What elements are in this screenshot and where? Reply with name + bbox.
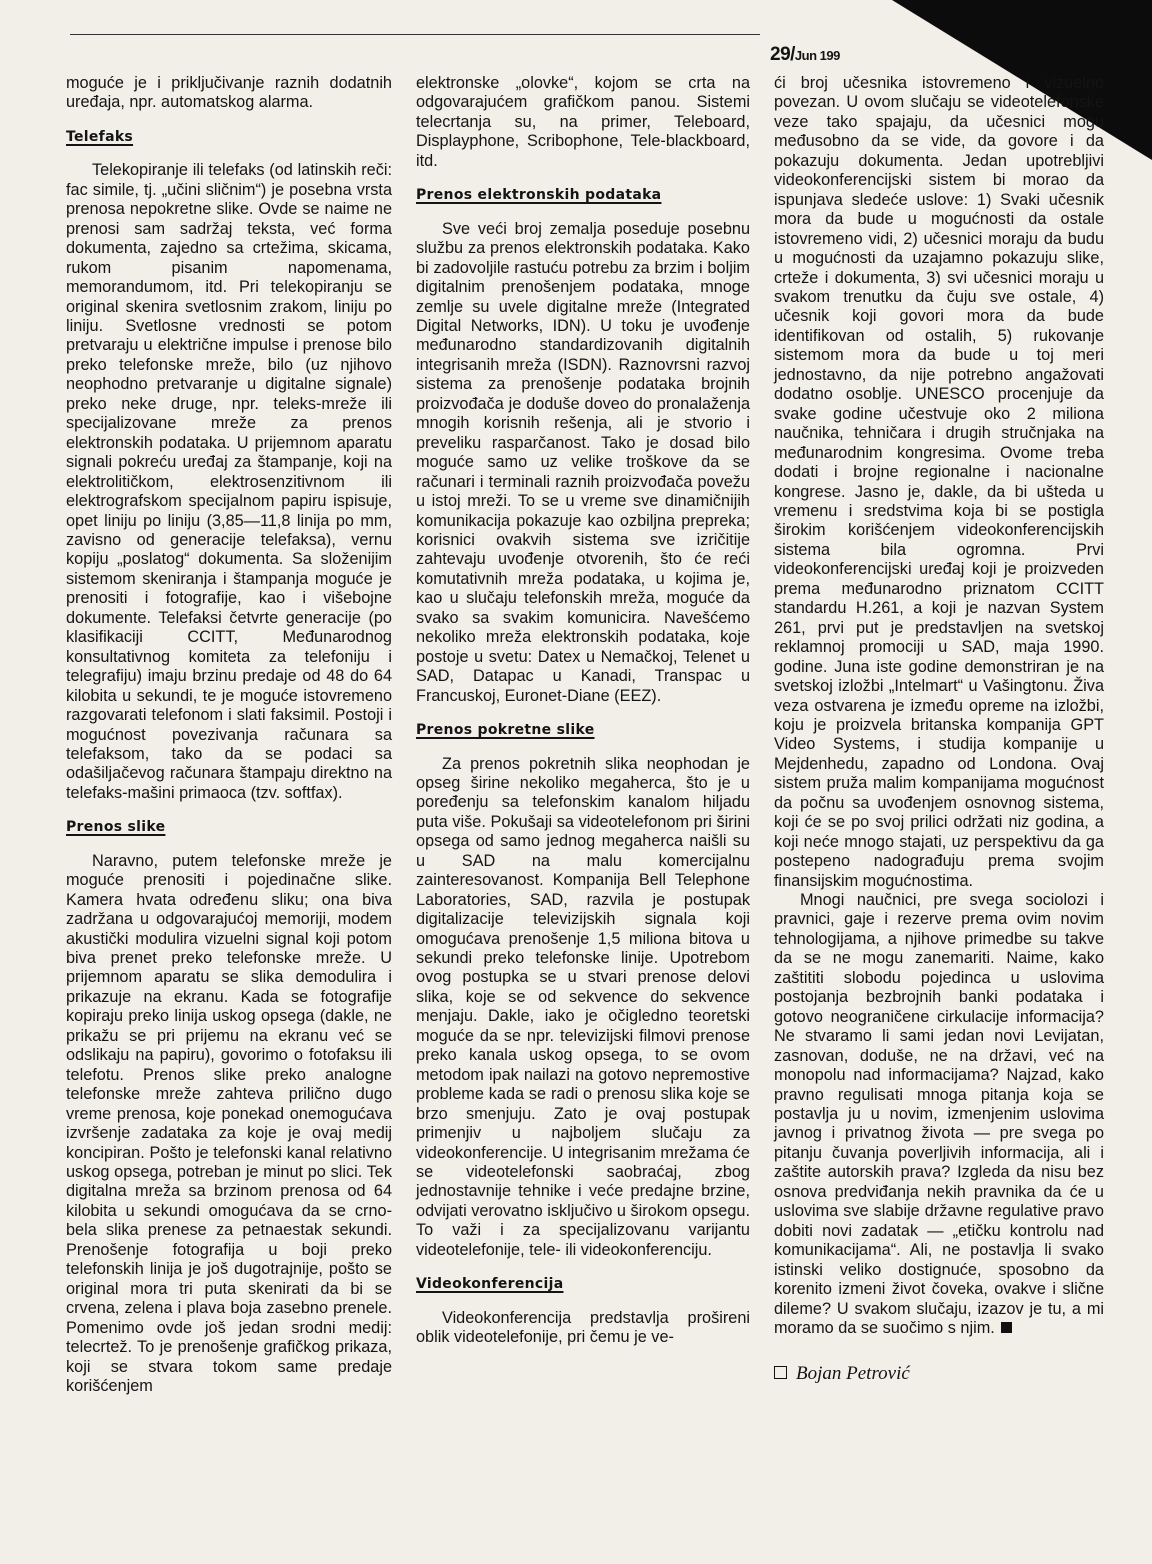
paragraph-prenos-podataka: Sve veći broj zemalja poseduje posebnu službu za prenos elektronskih podataka. Kako bi zadovoljile rastuću potrebu za brzim i boljim digitalnim prenošenjem podataka, mnoge zemlje su uvele digitalne mreže (Integrated Digital Networks, IDN). U toku je uvođenje međunarodno standardizovanih digitalnih integrisanih mreža (ISDN). Raznovrsni razvoj sistema za prenošenje podataka brojnih proizvođača je doduše doveo do pronalaženja mnogih korisnih rešenja, ali je stvorio i preveliku rasparčanost. Tako je dosad bilo moguće samo uz velike troškove da se računari i terminali raznih proizvođača povežu u istoj mreži. To se u vreme sve dinamičnijih komunikacija pokazuje kao ozbiljna prepreka; korisnici ovakvih sistema sve izričitije zahtevaju uvođenje otvorenih, što će reći komutativnih mreža podataka, u kojima je, kao u slučaju telefonskih mreža, moguće da svako sa svakim komunicira. Navešćemo nekoliko mreža elektronskih podataka, koje postoje u svetu: Datex u Nemačkoj, Telenet u SAD, Datapac u Kanadi, Transpac u Francuskoj, Euronet-Diane (EEZ). xyxy=(416,219,750,705)
folio-year: 199 xyxy=(816,48,840,63)
heading-prenos-slike: Prenos slike xyxy=(66,819,166,836)
paragraph-prenos-slike: Naravno, putem telefonske mreže je moguće prenositi i pojedinačne slike. Kamera hvata određenu sliku; ona biva zadržana u odgovarajućoj memoriji, modem akustički modulira vizuelni signal koji potom biva prenet preko telefonske mreže. U prijemnom aparatu se slika demodulira i prikazuje na ekranu. Kada se fotografije kopiraju preko linija uskog opsega (dakle, ne prikažu se pri prijemu na ekranu već se odslikaju na papiru), govorimo o fotofaksu ili telefotu. Prenos slike preko analogne telefonske mreže zahteva prilično dugo vreme prenosa, koje ponekad onemogućava izvršenje zadataka za koje je ovaj medij koncipiran. Pošto je telefonski kanal relativno uskog opsega, potreban je minut po slici. Tek digitalna mreža sa brzinom prenosa od 64 kilobita u sekundi omogućava da se crno-bela slika prenese za petnaestak sekundi. Prenošenje fotografija u boji preko telefonskih linija je još dugotrajnije, pošto se original mora tri puta skenirati da bi se crvena, zelena i plava boja zasebno prenele. Pomenimo ovde još jedan srodni medij: telecrtež. To je prenošenje grafičkog prikaza, koji se stvara tokom same predaje korišćenjem xyxy=(66,851,392,1395)
paragraph-closing-text: Mnogi naučnici, pre svega sociolozi i pravnici, gaje i rezerve prema ovim novim tehnologijama, a njihove primedbe su takve da se ne mogu zanemariti. Naime, kako zaštititi slobodu pojedinca u uslovima postojanja bezbrojnih banki podataka i gotovo neograničene cirkulacije informacija? Ne stvaramo li sami jedan novi Levijatan, zasnovan, doduše, ne na državi, već na monopolu nad informacijama? Najzad, kako pravno regulisati mnoga pitanja koja se postavlja ju u novim, izmenjenim uslovima javnog i privatnog života — pre svega po pitanju čuvanja poverljivih informacija, ali i zaštite autorskih prava? Izgleda da nisu bez osnova predviđanja nekih pravnika da će u uslovima sve slabije državne regulative pravo dobiti novi zadatak — „etičku kontrolu nad komunikacijama“. Ali, ne postavlja li svako istinski veliko dostignuće, sposobno da korenito izmeni život čoveka, ovakve i slične dileme? U svakom slučaju, izazov je tu, a mi moramo da se suočimo s njim. xyxy=(774,891,1104,1337)
folio-month: Jun xyxy=(794,48,817,63)
box-bullet-icon xyxy=(774,1366,787,1379)
paragraph-videokonferencija-cont: ći broj učesnika istovremeno i vizuelno povezan. U ovom slučaju se videotelefonske veze tako spajaju, da učesnici mogu međusobno da se vide, da govore i da pokazuju dokumenta. Jedan upotrebljivi videokonferencijski sistem bi morao da ispunjava sledeće uslove: 1) Svaki učesnik mora da bude u mogućnosti da ostale istovremeno vidi, 2) učesnici moraju da budu u mogućnosti da uzajamno pokazuju slike, crteže i dokumenta, 3) svi učesnici moraju u svakom trenutku da čuju sve ostale, 4) učesnik koji govori mora da bude identifikovan od ostalih, 5) rukovanje sistemom mora da bude u toj meri jednostavno, da nije potrebno angažovati dodatno osoblje. UNESCO procenjuje da svake godine učestvuje oko 2 miliona naučnika, tehničara i drugih stručnjaka na međunarodnim kongresima. Ovome treba dodati i brojne regionalne i nacionalne kongrese. Jasno je, dakle, da bi ušteda u vremenu i sredstvima koja bi se postigla širokim korišćenjem videokonferencijskih sistema bila ogromna. Prvi videokonferencijski uređaj koji je proizveden prema međunarodno priznatom CCITT standardu H.261, a koji je nazvan System 261, prvi put je predstavljen na svetskoj reklamnoj promociji u SAD, maja 1990. godine. Juna iste godine demonstriran je na svetskoj izložbi „Intelmart“ u Vašingtonu. Živa veza ostvarena je između opreme na izložbi, koju je proizvela britanska kompanija GPT Video Systems, i studija kompanije u Mejdenhedu, zapadno od Londona. Ovaj sistem pruža malim kompanijama mogućnost da počnu sa uvođenjem osnovnog sistema, koji će se po svoj prilici održati niz godina, a koji neće mnogo stajati, uz perspektivu da ga postepeno nadograđuju prema svojim finansijskim mogućnostima. xyxy=(774,74,1104,890)
heading-telefaks: Telefaks xyxy=(66,128,134,145)
column-left xyxy=(66,74,392,1396)
paragraph-intro: moguće je i priključivanje raznih dodatnih uređaja, npr. automatskog alarma. xyxy=(66,74,392,112)
paragraph-telefaks: Telekopiranje ili telefaks (od latinskih reči: fac simile, tj. „učini sličnim“) je posebna vrsta prenosa nepokretne slike. Ovde se naime ne prenosi sam sadržaj teksta, već forma dokumenta, zajedno sa crtežima, skicama, rukom pisanim napomenama, memorandumom, itd. Pri telekopiranju se original skenira svetlosnim zrakom, liniju po liniju. Svetlosne vrednosti se potom pretvaraju u električne impulse i prenose bilo preko telefonske mreže, bilo (uz njihovo neophodno pretvaranje u digitalne signale) preko neke druge, npr. teleks-mreže ili specijalizovane mreže za prenos elektronskih podataka. U prijemnom aparatu signali pokreću uređaj za štampanje, koji na elektrolitičkom, elektrosenzitivnom ili elektrografskom specijalnom papiru ispisuje, opet liniju po liniju (3,85—11,8 linija po mm, zavisno od generacije telefaksa), vernu kopiju „poslatog“ dokumenta. Sa složenijim sistemom skeniranja i štampanja moguće je prenositi i fotografije, kao i višebojne dokumente. Telefaksi četvrte generacije (po klasifikaciji CCITT, Međunarodnog konsultativnog komiteta za telefoniju i telegrafiju) imaju brzinu predaje od 48 do 64 kilobita u sekundi, te je moguće istovremeno razgovarati telefonom i slati faksimil. Postoji i mogućnost povezivanja računara sa telefaksom, tako da se podaci sa odašiljačevog računara štampaju direktno na telefaks-mašini primaoca (tzv. softfax). xyxy=(66,161,392,802)
top-rule xyxy=(70,34,760,35)
end-square-icon xyxy=(1001,1322,1012,1333)
heading-pokretne-slike: Prenos pokretne slike xyxy=(416,722,595,739)
folio-number: 29/ xyxy=(770,44,795,65)
page-folio xyxy=(770,44,840,66)
heading-videokonferencija: Videokonferencija xyxy=(416,1276,564,1293)
paragraph-pokretne-slike: Za prenos pokretnih slika neophodan je opseg širine nekoliko megaherca, što je u poređenju sa telefonskim kanalom hiljadu puta više. Pokušaji sa videotelefonom pri širini opsega od samo jednog megaherca naišli su u SAD na malu komercijalnu zainteresovanost. Kompanija Bell Telephone Laboratories, SAD, razvila je postupak digitalizacije televizijskih signala koji omogućava prenošenje 1,5 miliona bitova u sekundi preko telefonske linije. Upotrebom ovog postupka se u stvari prenose delovi slika, koje se od sekvence do sekvence menjaju. Dakle, iako je očigledno teoretski moguće da se npr. televizijski filmovi prenose preko kanala uskog opsega, to se ovom metodom ipak nailazi na gotovo nepremostive probleme kada se radi o prenosu slika koje se brzo smenjuju. Zato je ovaj postupak primenjiv u najboljem slučaju za videokonferencije. U integrisanim mrežama će se videotelefonski saobraćaj, zbog jednostavnije tehnike i veće predajne brzine, odvijati verovatno isključivo u širokom opsegu. To važi i za specijalizovanu varijantu videotelefonije, tele- ili videokonferenciju. xyxy=(416,754,750,1259)
heading-prenos-podataka: Prenos elektronskih podataka xyxy=(416,187,662,204)
column-middle xyxy=(416,74,750,1348)
column-right xyxy=(774,74,1104,1384)
paragraph-videokonferencija: Videokonferencija predstavlja prošireni oblik videotelefonije, pri čemu je ve- xyxy=(416,1308,750,1347)
paragraph-olovke: elektronske „olovke“, kojom se crta na odgovarajućem grafičkom panou. Sistemi telecrtanja su, na primer, Teleboard, Displayphone, Scribophone, Tele-blackboard, itd. xyxy=(416,74,750,170)
paragraph-closing xyxy=(774,891,1104,1338)
author-name: Bojan Petrović xyxy=(796,1363,910,1385)
author-byline xyxy=(774,1364,1104,1383)
